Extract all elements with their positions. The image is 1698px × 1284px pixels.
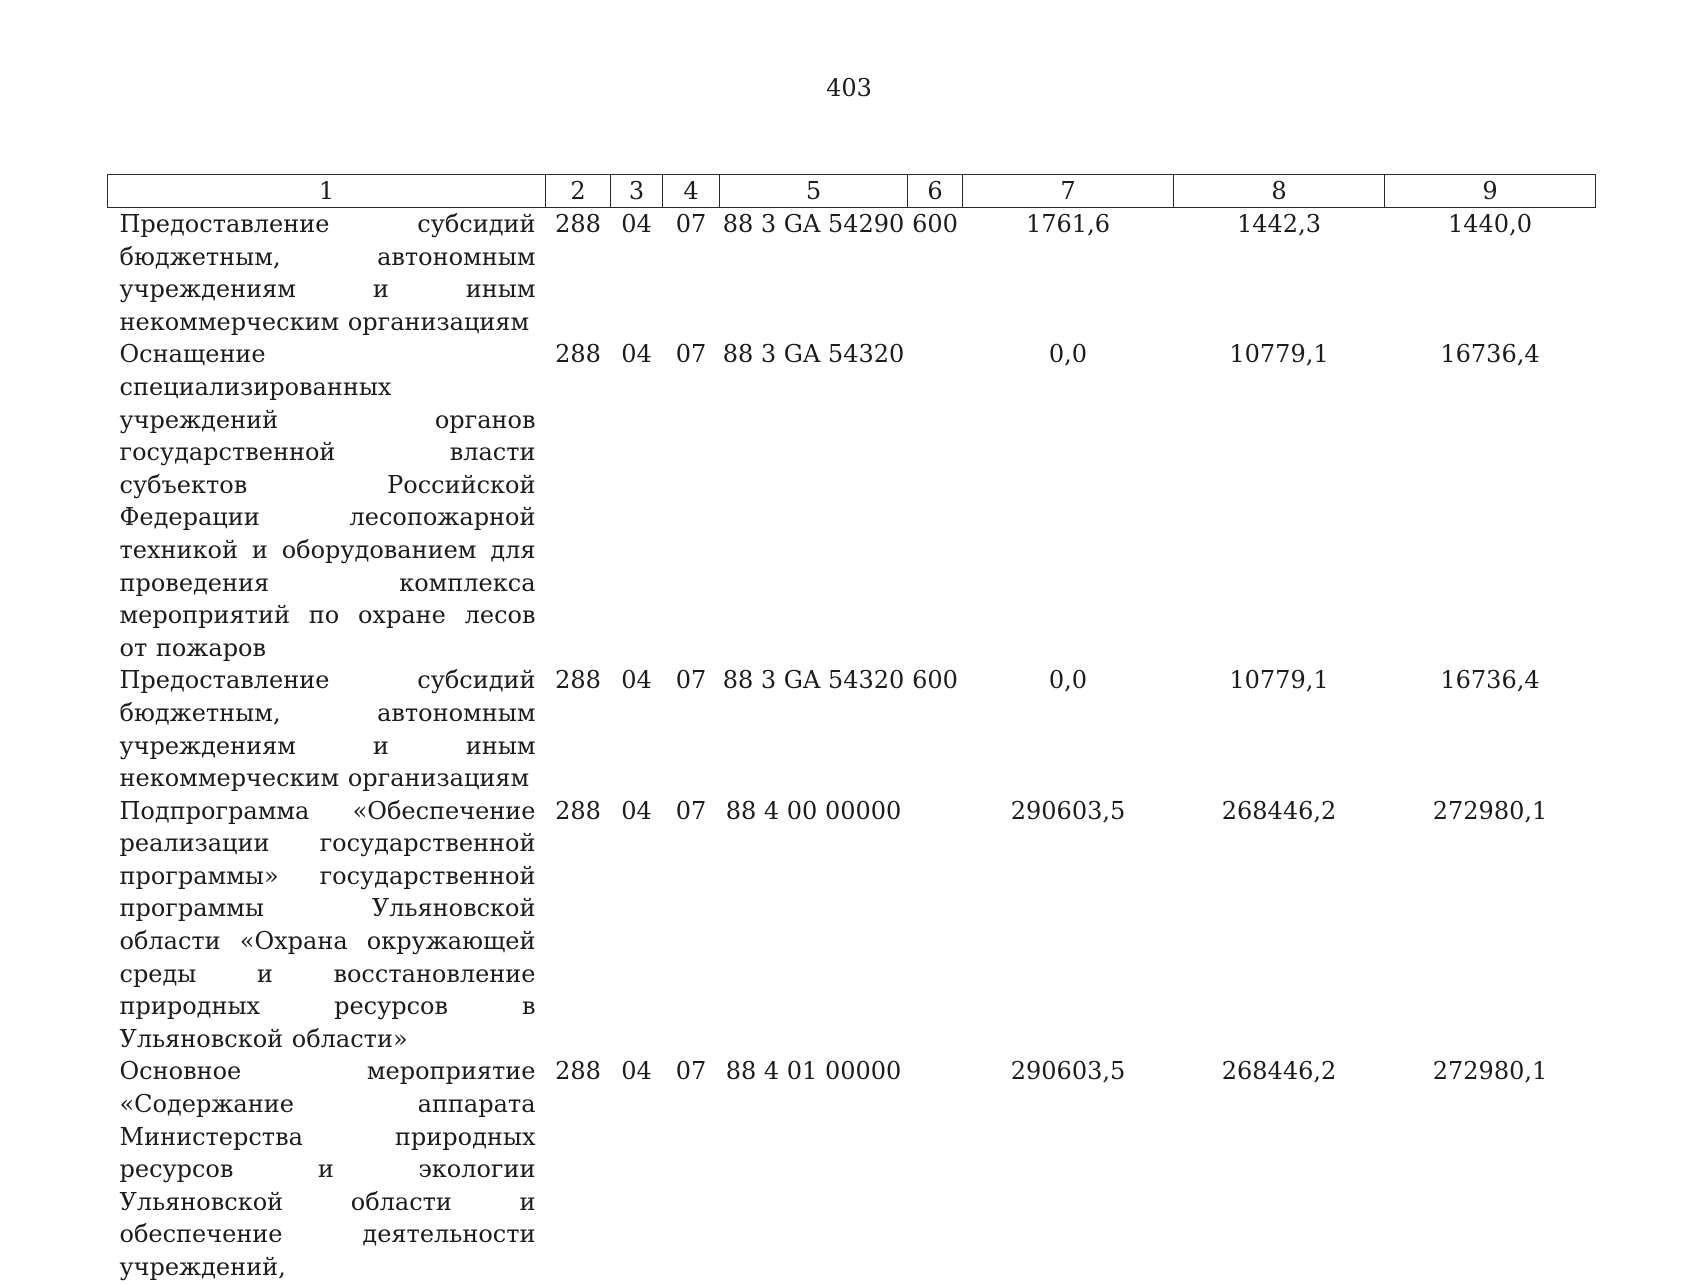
- row-code-5: 88 4 00 00000: [725, 796, 902, 825]
- column-header-3: 3: [611, 175, 663, 208]
- row-code-4: 07: [675, 666, 707, 695]
- row-name: Основное мероприятие «Содержание аппарата Министерства природных ресурсов и экологии Ульяновской области и обеспечение деятельности учреждений,: [119, 1057, 536, 1281]
- row-code-4: 07: [675, 210, 707, 238]
- row-sum-7: 0,0: [1048, 340, 1088, 369]
- row-code-2: 288: [555, 210, 601, 238]
- row-code-2: 288: [555, 340, 601, 369]
- row-sum-9: 272980,1: [1432, 1057, 1548, 1086]
- table-row: [108, 208, 1596, 339]
- column-header-9: 9: [1385, 175, 1596, 208]
- row-name: Предоставление субсидий бюджетным, автономным учреждениям и иным некоммерческим организациям: [119, 210, 536, 336]
- row-code-4: 07: [675, 340, 707, 369]
- table-row: [108, 338, 1596, 664]
- row-code-4: 07: [675, 796, 707, 825]
- column-header-5: 5: [720, 175, 908, 208]
- column-header-1: 1: [108, 175, 546, 208]
- row-name: Подпрограмма «Обеспечение реализации государственной программы» государственной программы Ульяновской области «Охрана окружающей среды и восстановление природных ресурсов в Ульяновской области»: [119, 796, 536, 1053]
- row-code-5: 88 3 GA 54320: [722, 340, 905, 369]
- table-row: [108, 795, 1596, 1056]
- row-code-5: 88 4 01 00000: [725, 1057, 902, 1086]
- column-header-2: 2: [546, 175, 611, 208]
- row-code-6: 600: [912, 666, 958, 695]
- header-row: [108, 175, 1596, 208]
- table-header: [108, 175, 1596, 208]
- row-sum-8: 10779,1: [1229, 340, 1329, 369]
- row-code-6: [908, 795, 963, 1056]
- page-number: 403: [826, 74, 872, 102]
- table-row: [108, 664, 1596, 794]
- row-code-5: 88 3 GA 54320: [722, 666, 905, 695]
- row-name: Предоставление субсидий бюджетным, автономным учреждениям и иным некоммерческим организациям: [119, 666, 536, 793]
- row-code-4: 07: [675, 1057, 707, 1086]
- row-sum-9: 16736,4: [1440, 340, 1540, 369]
- row-sum-8: 1442,3: [1237, 210, 1321, 238]
- column-header-4: 4: [663, 175, 720, 208]
- row-sum-9: 1440,0: [1448, 210, 1532, 238]
- budget-table: [107, 174, 1596, 1284]
- row-sum-8: 10779,1: [1229, 666, 1329, 695]
- row-sum-7: 1761,6: [1026, 210, 1110, 238]
- row-code-6: [908, 338, 963, 664]
- table-body: [108, 208, 1596, 1284]
- column-header-6: 6: [908, 175, 963, 208]
- row-code-3: 04: [621, 210, 652, 238]
- row-code-2: 288: [555, 796, 601, 825]
- row-sum-9: 16736,4: [1440, 666, 1540, 695]
- row-sum-9: 272980,1: [1432, 796, 1548, 825]
- row-code-6: [908, 1055, 963, 1283]
- table-row: [108, 1055, 1596, 1283]
- column-header-8: 8: [1174, 175, 1385, 208]
- row-code-3: 04: [621, 796, 652, 825]
- row-sum-7: 0,0: [1048, 666, 1088, 695]
- row-code-2: 288: [555, 1057, 601, 1086]
- row-code-3: 04: [621, 340, 652, 369]
- row-sum-8: 268446,2: [1221, 1057, 1337, 1086]
- row-sum-8: 268446,2: [1221, 796, 1337, 825]
- row-sum-7: 290603,5: [1010, 796, 1126, 825]
- column-header-7: 7: [963, 175, 1174, 208]
- row-code-2: 288: [555, 666, 601, 695]
- row-code-3: 04: [621, 1057, 652, 1086]
- row-name: Оснащение специализированных учреждений органов государственной власти субъектов Российской Федерации лесопожарной техникой и оборудованием для проведения комплекса мероприятий по охране лесов от пожаров: [119, 340, 536, 662]
- row-code-3: 04: [621, 666, 652, 695]
- row-code-5: 88 3 GA 54290: [722, 210, 905, 238]
- row-code-6: 600: [912, 210, 958, 238]
- row-sum-7: 290603,5: [1010, 1057, 1126, 1086]
